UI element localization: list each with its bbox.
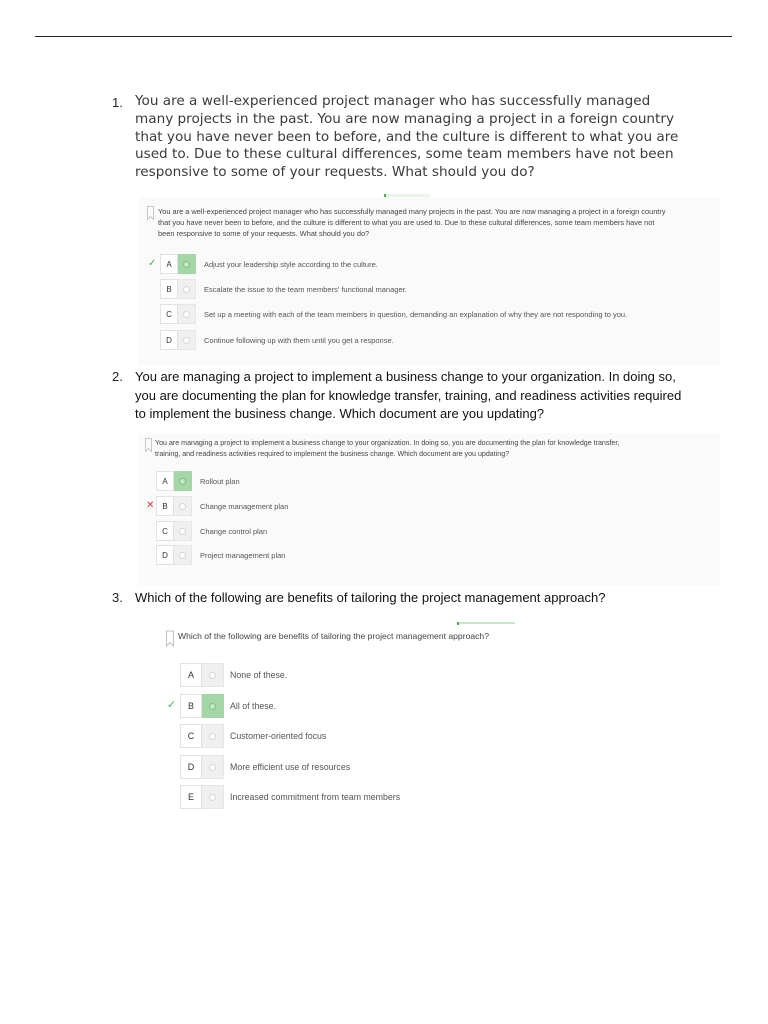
option-letter: B — [180, 694, 202, 718]
question-text: Which of the following are benefits of tailoring the project management approach? — [135, 590, 606, 605]
option-text: Escalate the issue to the team members' functional manager. — [204, 284, 407, 294]
header-rule — [35, 36, 732, 37]
option-text: None of these. — [230, 670, 288, 680]
option-a[interactable] — [180, 663, 287, 687]
option-radio[interactable] — [178, 254, 196, 274]
question-number: 3. — [112, 590, 123, 605]
option-radio[interactable] — [202, 694, 224, 718]
question-text: You are managing a project to implement a business change to your organization. In doing so, you are documenting the plan for knowledge transfer, training, and readiness activities required to implement the business change. Which document are you updating? — [135, 369, 682, 421]
correct-check-icon: ✓ — [167, 698, 177, 711]
correct-check-icon: ✓ — [148, 258, 157, 269]
question-number: 2. — [112, 369, 123, 384]
option-radio[interactable] — [178, 304, 196, 324]
option-letter: D — [156, 545, 174, 565]
option-text: Project management plan — [200, 550, 286, 560]
question-text: You are a well-experienced project manager who has successfully managed many projects in the past. You are now managing a project in a foreign country that you have never been to before, and the culture is different to what you are used to. Due to these cultural differences, some team members have not been responsive to some of your requests. What should you do? — [135, 93, 679, 181]
bookmark-icon[interactable] — [166, 630, 174, 647]
option-radio[interactable] — [202, 724, 224, 748]
option-text: All of these. — [230, 701, 276, 711]
option-text: Increased commitment from team members — [230, 792, 401, 802]
option-letter: A — [160, 254, 178, 274]
option-c[interactable] — [160, 304, 627, 324]
option-radio[interactable] — [174, 545, 192, 565]
question-3 — [112, 589, 682, 608]
option-c[interactable] — [156, 521, 267, 541]
option-letter: C — [180, 724, 202, 748]
question-screenshot-2 — [138, 433, 720, 585]
option-text: Continue following up with them until you get a response. — [204, 335, 394, 345]
option-a[interactable] — [156, 471, 240, 491]
option-letter: B — [156, 496, 174, 516]
question-screenshot-1 — [138, 197, 720, 365]
option-c[interactable] — [180, 724, 326, 748]
option-radio[interactable] — [174, 496, 192, 516]
option-text: Change management plan — [200, 501, 289, 511]
option-a[interactable] — [160, 254, 378, 274]
option-b[interactable] — [180, 694, 276, 718]
option-radio[interactable] — [174, 471, 192, 491]
option-radio[interactable] — [174, 521, 192, 541]
question-screenshot-3 — [160, 626, 540, 812]
option-radio[interactable] — [178, 330, 196, 350]
option-e[interactable] — [180, 785, 400, 809]
question-number: 1. — [112, 95, 123, 110]
option-text: More efficient use of resources — [230, 762, 351, 772]
option-text: Rollout plan — [200, 476, 240, 486]
option-letter: C — [156, 521, 174, 541]
option-letter: A — [180, 663, 202, 687]
option-text: Change control plan — [200, 526, 268, 536]
option-letter: A — [156, 471, 174, 491]
option-d[interactable] — [180, 755, 350, 779]
option-text: Customer-oriented focus — [230, 731, 327, 741]
option-radio[interactable] — [202, 785, 224, 809]
option-radio[interactable] — [202, 755, 224, 779]
option-letter: D — [160, 330, 178, 350]
option-radio[interactable] — [178, 279, 196, 299]
option-b[interactable] — [156, 496, 288, 516]
option-d[interactable] — [156, 545, 285, 565]
incorrect-x-icon: ✕ — [146, 500, 155, 511]
bookmark-icon[interactable] — [145, 438, 152, 452]
option-b[interactable] — [160, 279, 407, 299]
option-letter: D — [180, 755, 202, 779]
option-letter: C — [160, 304, 178, 324]
bookmark-icon[interactable] — [147, 206, 154, 220]
option-text: Adjust your leadership style according to the culture. — [204, 259, 378, 269]
option-letter: E — [180, 785, 202, 809]
option-radio[interactable] — [202, 663, 224, 687]
screenshot-question-text: Which of the following are benefits of tailoring the project management approach? — [178, 631, 489, 641]
option-letter: B — [160, 279, 178, 299]
screenshot-question-text: You are a well-experienced project manager who has successfully managed many projects in the past. You are now managing a project in a foreign country that you have never been to before, and the culture is different to what you are used to. Due to these cultural differences, some team members have not been responsive to some of your requests. What should you do? — [158, 207, 666, 238]
option-d[interactable] — [160, 330, 394, 350]
question-2 — [112, 368, 682, 424]
question-1 — [112, 93, 682, 182]
progress-indicator — [457, 622, 515, 625]
option-text: Set up a meeting with each of the team members in question, demanding an explanation of why they are not responding to you. — [204, 309, 628, 319]
screenshot-question-text: You are managing a project to implement a business change to your organization. In doing so, you are documenting the plan for knowledge transfer, training, and readiness activities required to implement the business change. Which document are you updating? — [155, 439, 620, 458]
